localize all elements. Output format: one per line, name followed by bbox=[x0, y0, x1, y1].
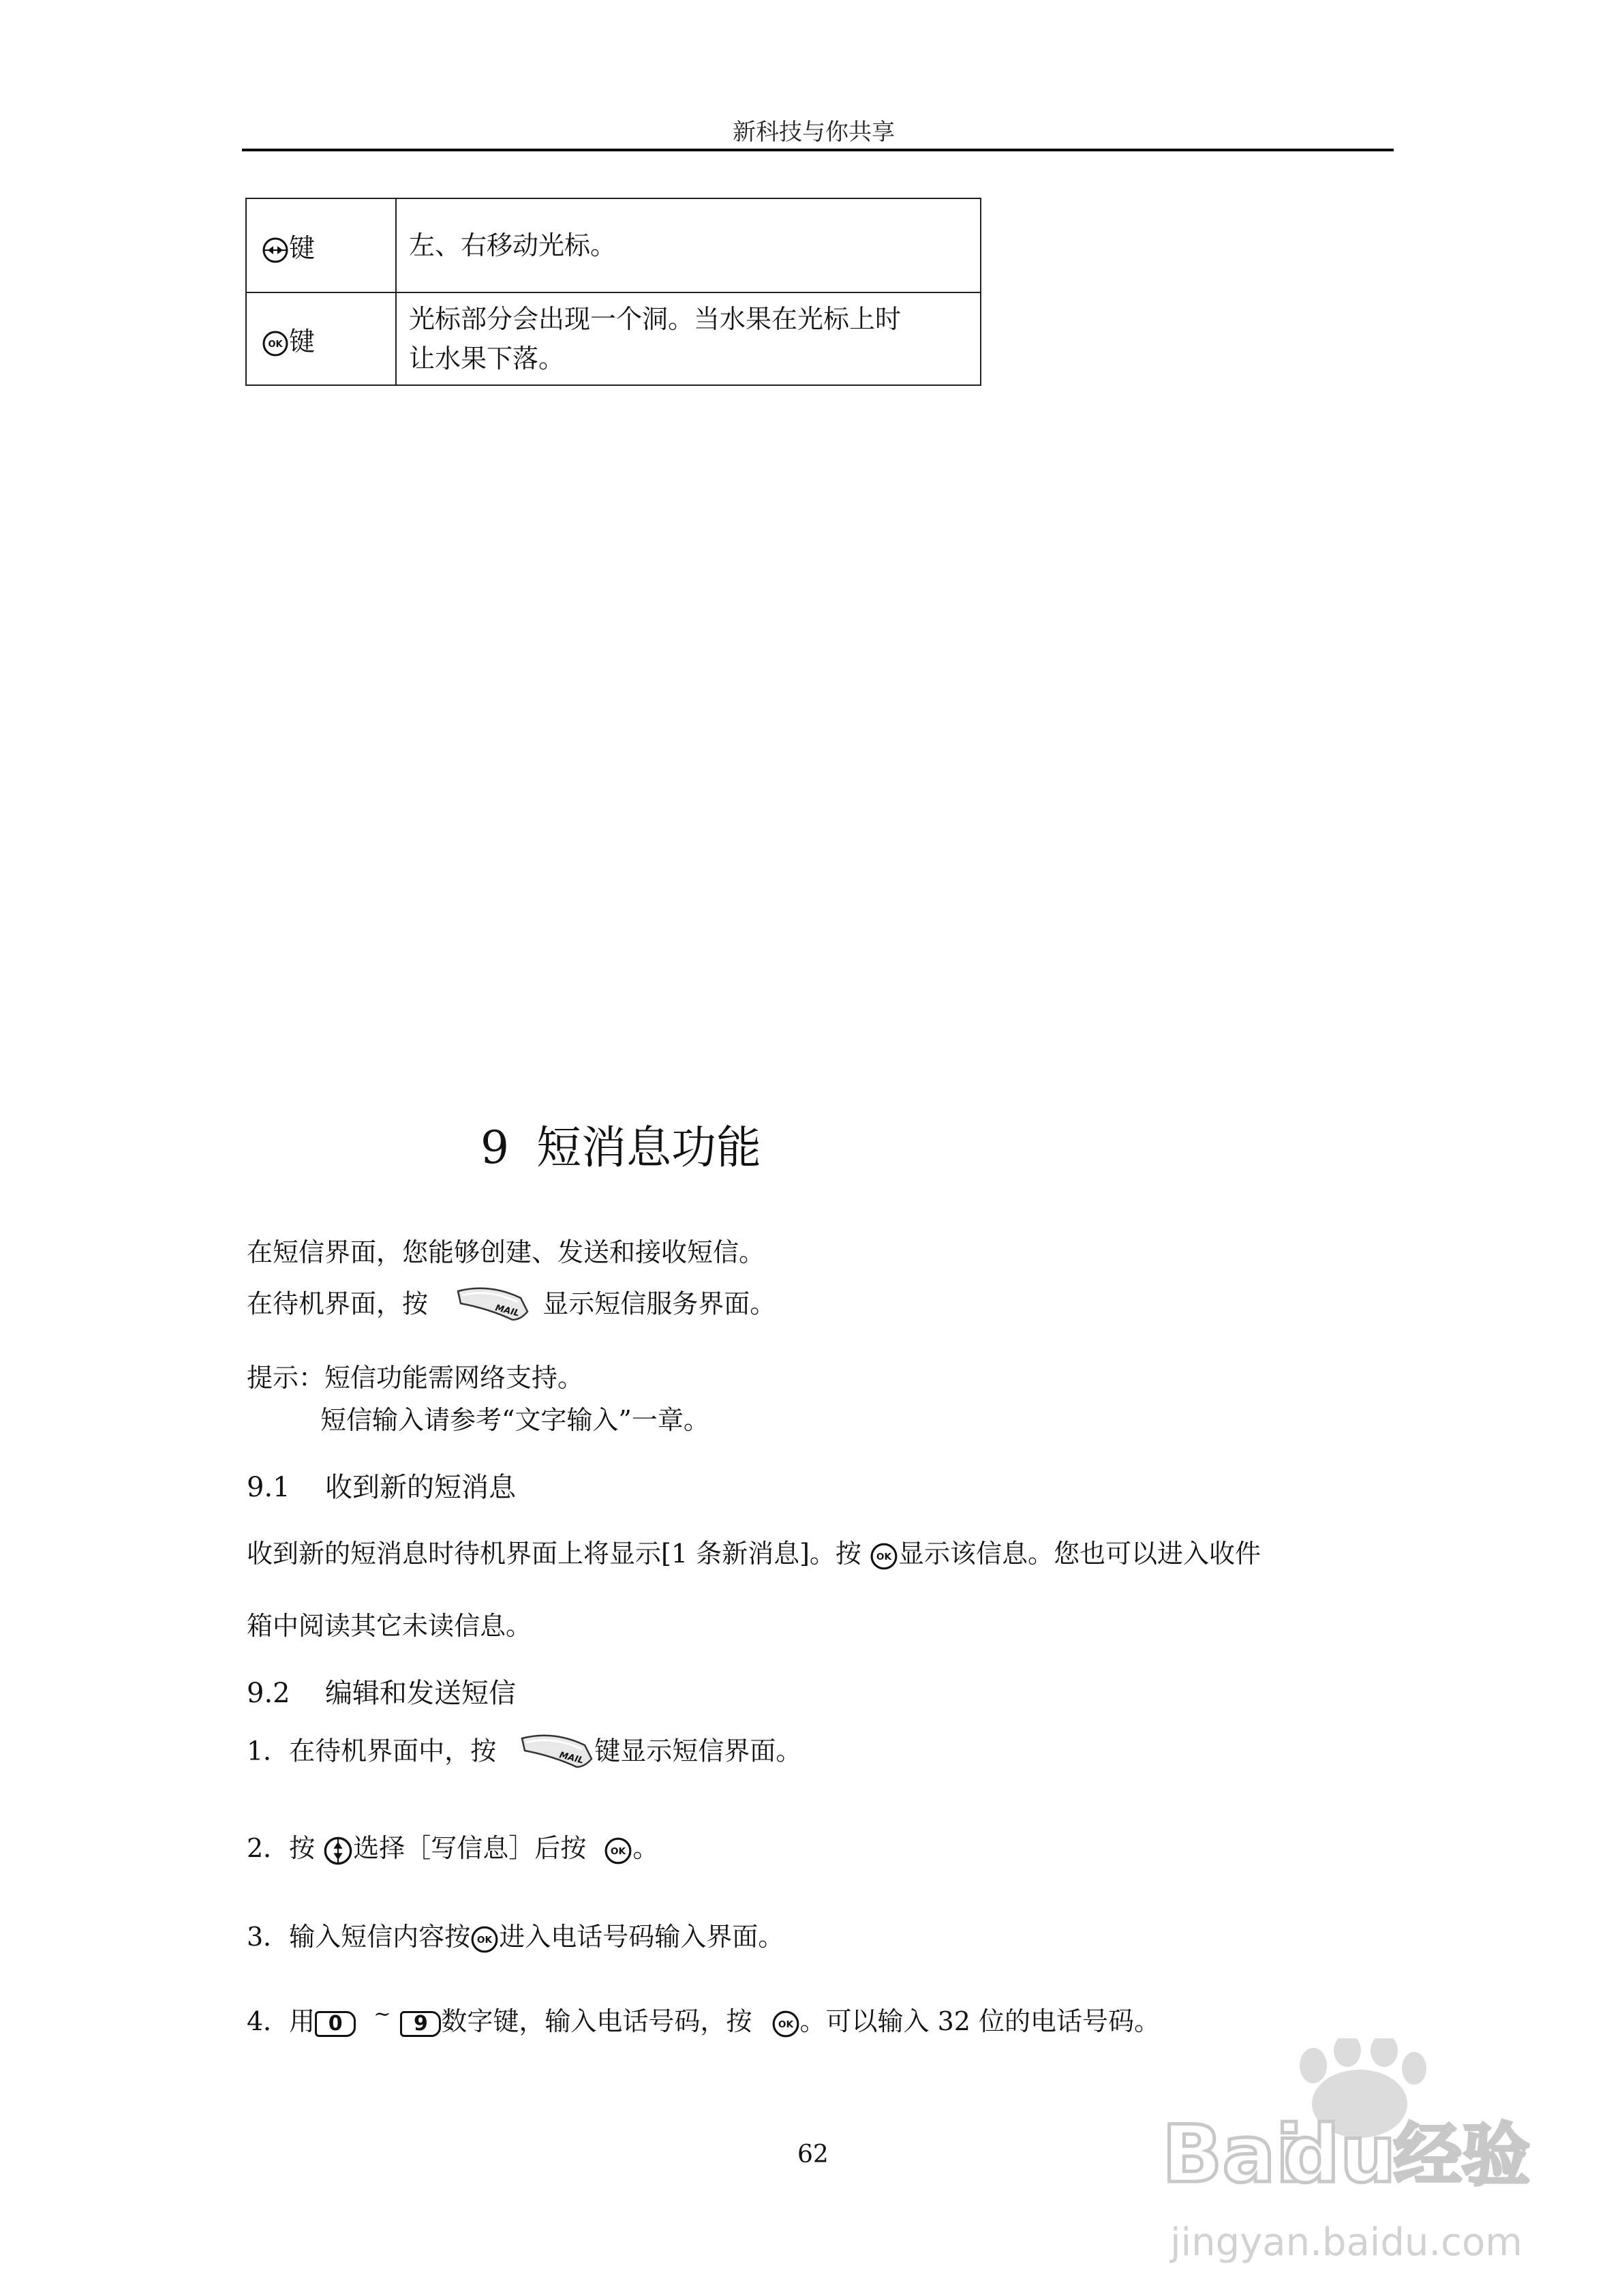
text: 显示该信息。您也可以进入收件 bbox=[898, 1539, 1261, 1569]
svg-text:OK: OK bbox=[611, 1845, 626, 1857]
tip-line: 短信输入请参考“文字输入”一章。 bbox=[320, 1405, 709, 1435]
key-cell bbox=[246, 198, 396, 292]
svg-text:OK: OK bbox=[477, 1934, 493, 1946]
digit-9-key-icon: 9 bbox=[400, 2011, 441, 2037]
tilde: ~ bbox=[373, 2002, 391, 2027]
section-heading bbox=[247, 1672, 516, 1710]
watermark-url: jingyan.baidu.com bbox=[1170, 2220, 1522, 2265]
key-suffix: 键 bbox=[289, 326, 316, 357]
text: 数字键，输入电话号码，按 bbox=[441, 2006, 752, 2036]
section-number: 9.2 bbox=[247, 1678, 290, 1709]
text: 。可以输入 32 位的电话号码。 bbox=[799, 2006, 1161, 2036]
intro-paragraph: 在短信界面，您能够创建、发送和接收短信。 bbox=[247, 1237, 765, 1267]
page-number: 62 bbox=[797, 2141, 829, 2169]
ok-key-icon bbox=[870, 1542, 898, 1571]
ok-key-icon bbox=[604, 1837, 632, 1865]
baidu-jingyan-watermark bbox=[1155, 2038, 1537, 2270]
watermark-brand: du bbox=[1283, 2109, 1396, 2201]
svg-text:MAIL: MAIL bbox=[558, 1750, 585, 1766]
header-rule bbox=[242, 149, 1394, 151]
header-title: 新科技与你共享 bbox=[733, 119, 895, 146]
chapter-number: 9 bbox=[480, 1121, 509, 1174]
up-down-nav-key-icon bbox=[323, 1836, 353, 1866]
key-cell bbox=[246, 292, 396, 385]
text: 2．按 bbox=[247, 1833, 316, 1863]
tip-line: 提示：短信功能需网络支持。 bbox=[247, 1363, 584, 1393]
step-item bbox=[247, 1916, 784, 1954]
key-description bbox=[396, 292, 981, 385]
svg-text:OK: OK bbox=[268, 339, 283, 350]
mail-key-icon bbox=[519, 1729, 594, 1778]
table-row bbox=[246, 198, 981, 292]
key-description: 左、右移动光标。 bbox=[396, 198, 981, 292]
text: 收到新的短消息时待机界面上将显示[1 条新消息]。按 bbox=[247, 1539, 861, 1569]
ok-key-icon bbox=[771, 2010, 800, 2038]
key-function-table bbox=[245, 198, 981, 386]
text: 进入电话号码输入界面。 bbox=[499, 1922, 784, 1952]
chapter-heading bbox=[480, 1111, 761, 1176]
text: 4．用 bbox=[247, 2006, 316, 2036]
text: 在待机界面，按 bbox=[247, 1288, 429, 1319]
step-item bbox=[247, 1827, 658, 1866]
key-suffix: 键 bbox=[289, 232, 316, 263]
text: 。 bbox=[632, 1833, 659, 1863]
intro-paragraph bbox=[247, 1282, 776, 1331]
digit-0-key-icon: 0 bbox=[315, 2011, 356, 2037]
text: 键显示短信界面。 bbox=[594, 1736, 802, 1766]
watermark-brand: Bai bbox=[1162, 2109, 1303, 2201]
section-number: 9.1 bbox=[247, 1472, 290, 1503]
description-line: 让水果下落。 bbox=[409, 344, 565, 374]
svg-text:OK: OK bbox=[778, 2019, 793, 2030]
mail-key-icon bbox=[455, 1282, 530, 1331]
text: 1．在待机界面中，按 bbox=[247, 1736, 497, 1766]
step-item bbox=[247, 2000, 1160, 2038]
text: 显示短信服务界面。 bbox=[542, 1288, 776, 1319]
svg-text:OK: OK bbox=[876, 1551, 892, 1562]
ok-key-icon bbox=[470, 1925, 499, 1954]
section-heading bbox=[247, 1466, 516, 1505]
step-item bbox=[247, 1729, 801, 1778]
ok-key-icon bbox=[262, 330, 289, 357]
table-row bbox=[246, 292, 981, 385]
body-line: 箱中阅读其它未读信息。 bbox=[247, 1611, 532, 1641]
watermark-cn: 经验 bbox=[1394, 2115, 1530, 2195]
section-title: 收到新的短消息 bbox=[325, 1472, 516, 1503]
text: 选择［写信息］后按 bbox=[353, 1833, 587, 1863]
left-right-nav-key-icon bbox=[262, 237, 289, 264]
body-line bbox=[247, 1532, 1261, 1571]
chapter-title: 短消息功能 bbox=[536, 1121, 761, 1174]
text: 3．输入短信内容按 bbox=[247, 1922, 471, 1952]
section-title: 编辑和发送短信 bbox=[325, 1678, 516, 1709]
description-line: 光标部分会出现一个洞。当水果在光标上时 bbox=[409, 304, 902, 334]
svg-text:MAIL: MAIL bbox=[494, 1303, 521, 1319]
